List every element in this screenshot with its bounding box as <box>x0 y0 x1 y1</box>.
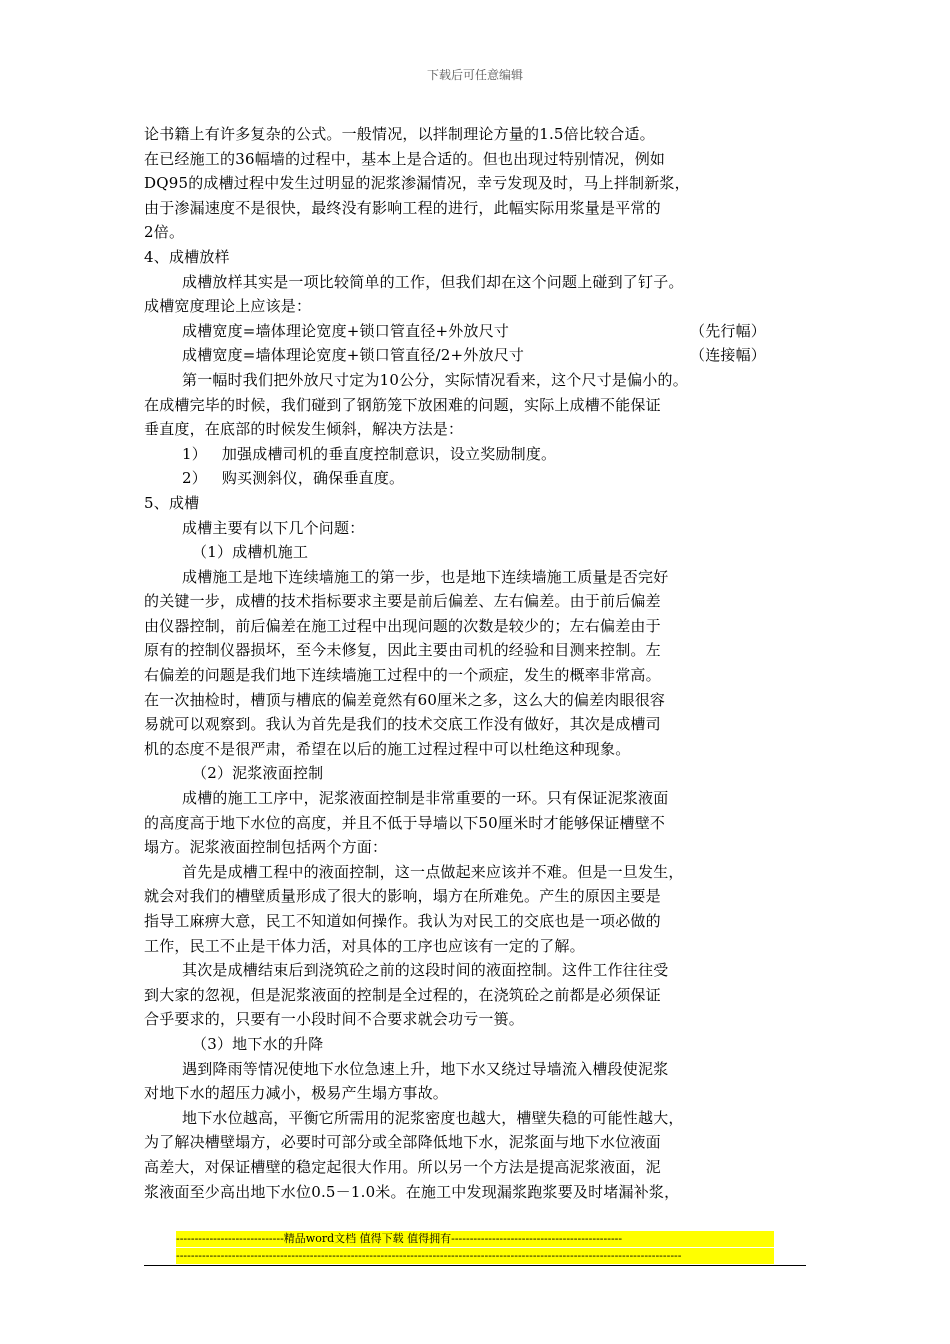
paragraph-line: 由于渗漏速度不是很快，最终没有影响工程的进行，此幅实际用浆量是平常的 <box>144 198 661 217</box>
section-heading: 5、成槽 <box>144 493 200 512</box>
formula-line <box>144 319 812 344</box>
formula-tag: （连接幅） <box>690 346 767 365</box>
paragraph-line: 原有的控制仪器损坏，至今未修复，因此主要由司机的经验和目测来控制。左 <box>144 641 661 660</box>
paragraph-line: 浆液面至少高出地下水位0.5－1.0米。在施工中发现漏浆跑浆要及时堵漏补浆， <box>144 1182 680 1201</box>
paragraph-line: 到大家的忽视，但是泥浆液面的控制是全过程的，在浇筑砼之前都是必须保证 <box>144 985 661 1004</box>
paragraph-line: 成槽施工是地下连续墙施工的第一步，也是地下连续墙施工质量是否完好 <box>182 567 669 586</box>
paragraph-line: 第一幅时我们把外放尺寸定为10公分，实际情况看来，这个尺寸是偏小的。 <box>182 370 688 389</box>
section-heading: 4、成槽放样 <box>144 247 230 266</box>
paragraph-line: 高差大，对保证槽壁的稳定起很大作用。所以另一个方法是提高泥浆液面，泥 <box>144 1157 661 1176</box>
paragraph-line: 在成槽完毕的时候，我们碰到了钢筋笼下放困难的问题，实际上成槽不能保证 <box>144 395 661 414</box>
paragraph-line: 由仪器控制，前后偏差在施工过程中出现问题的次数是较少的；左右偏差由于 <box>144 616 661 635</box>
paragraph-line: 其次是成槽结束后到浇筑砼之前的这段时间的液面控制。这件工作往往受 <box>182 961 669 980</box>
subsection-heading: （2）泥浆液面控制 <box>192 764 324 783</box>
paragraph-line: 机的态度不是很严肃，希望在以后的施工过程过程中可以杜绝这种现象。 <box>144 739 631 758</box>
paragraph-line: 首先是成槽工程中的液面控制，这一点做起来应该并不难。但是一旦发生， <box>182 862 684 881</box>
paragraph-line: 易就可以观察到。我认为首先是我们的技术交底工作没有做好，其次是成槽司 <box>144 715 661 734</box>
paragraph-line: 为了解决槽壁塌方，必要时可部分或全部降低地下水，泥浆面与地下水位液面 <box>144 1133 661 1152</box>
paragraph-line: DQ95的成槽过程中发生过明显的泥浆渗漏情况，幸亏发现及时，马上拌制新浆， <box>144 174 690 193</box>
page-header: 下载后可任意编辑 <box>426 68 523 82</box>
document-body <box>144 122 812 1204</box>
paragraph-line: 成槽宽度理论上应该是： <box>144 297 312 316</box>
footer-banner: -----------------------------精品word文档 值得下载 值得拥有---------------------------------------------- <box>176 1231 774 1247</box>
paragraph-line: 2倍。 <box>144 223 185 242</box>
list-item: 2） 购买测斜仪，确保垂直度。 <box>182 469 405 488</box>
paragraph-line: 成槽主要有以下几个问题： <box>182 518 365 537</box>
subsection-heading: （1）成槽机施工 <box>192 543 309 562</box>
footer-rule <box>144 1265 806 1266</box>
paragraph-line: 就会对我们的槽壁质量形成了很大的影响，塌方在所难免。产生的原因主要是 <box>144 887 661 906</box>
formula-text: 成槽宽度=墙体理论宽度+锁口管直径+外放尺寸 <box>182 321 510 340</box>
paragraph-line: 塌方。泥浆液面控制包括两个方面： <box>144 838 388 857</box>
paragraph-line: 遇到降雨等情况使地下水位急速上升，地下水又绕过导墙流入槽段使泥浆 <box>182 1059 669 1078</box>
list-item: 1） 加强成槽司机的垂直度控制意识，设立奖励制度。 <box>182 444 557 463</box>
paragraph-line: 成槽放样其实是一项比较简单的工作，但我们却在这个问题上碰到了钉子。 <box>182 272 684 291</box>
paragraph-line: 的关键一步，成槽的技术指标要求主要是前后偏差、左右偏差。由于前后偏差 <box>144 592 661 611</box>
subsection-heading: （3）地下水的升降 <box>192 1034 324 1053</box>
paragraph-line: 对地下水的超压力减小，极易产生塌方事故。 <box>144 1084 449 1103</box>
paragraph-line: 在已经施工的36幅墙的过程中，基本上是合适的。但也出现过特别情况，例如 <box>144 149 666 168</box>
formula-text: 成槽宽度=墙体理论宽度+锁口管直径/2+外放尺寸 <box>182 346 525 365</box>
paragraph-line: 合乎要求的，只要有一小段时间不合要求就会功亏一篑。 <box>144 1010 525 1029</box>
formula-tag: （先行幅） <box>690 321 767 340</box>
paragraph-line: 地下水位越高，平衡它所需用的泥浆密度也越大，槽壁失稳的可能性越大， <box>182 1108 684 1127</box>
paragraph-line: 在一次抽检时，槽顶与槽底的偏差竟然有60厘米之多，这么大的偏差肉眼很容 <box>144 690 666 709</box>
paragraph-line: 指导工麻痹大意，民工不知道如何操作。我认为对民工的交底也是一项必做的 <box>144 912 661 930</box>
paragraph-line: 的高度高于地下水位的高度，并且不低于导墙以下50厘米时才能够保证槽壁不 <box>144 813 666 832</box>
paragraph-line: 垂直度，在底部的时候发生倾斜，解决方法是： <box>144 420 464 439</box>
paragraph-line: 工作，民工不止是干体力活，对具体的工序也应该有一定的了解。 <box>144 936 585 955</box>
paragraph-line: 右偏差的问题是我们地下连续墙施工过程中的一个顽症，发生的概率非常高。 <box>144 666 661 685</box>
paragraph-line: 成槽的施工工序中，泥浆液面控制是非常重要的一环。只有保证泥浆液面 <box>182 789 669 808</box>
footer-divider: ---------------------------------------------------------------------------------------------------------------------------------------- <box>176 1248 774 1264</box>
formula-line <box>144 343 812 368</box>
paragraph-line: 论书籍上有许多复杂的公式。一般情况，以拌制理论方量的1.5倍比较合适。 <box>144 125 655 143</box>
